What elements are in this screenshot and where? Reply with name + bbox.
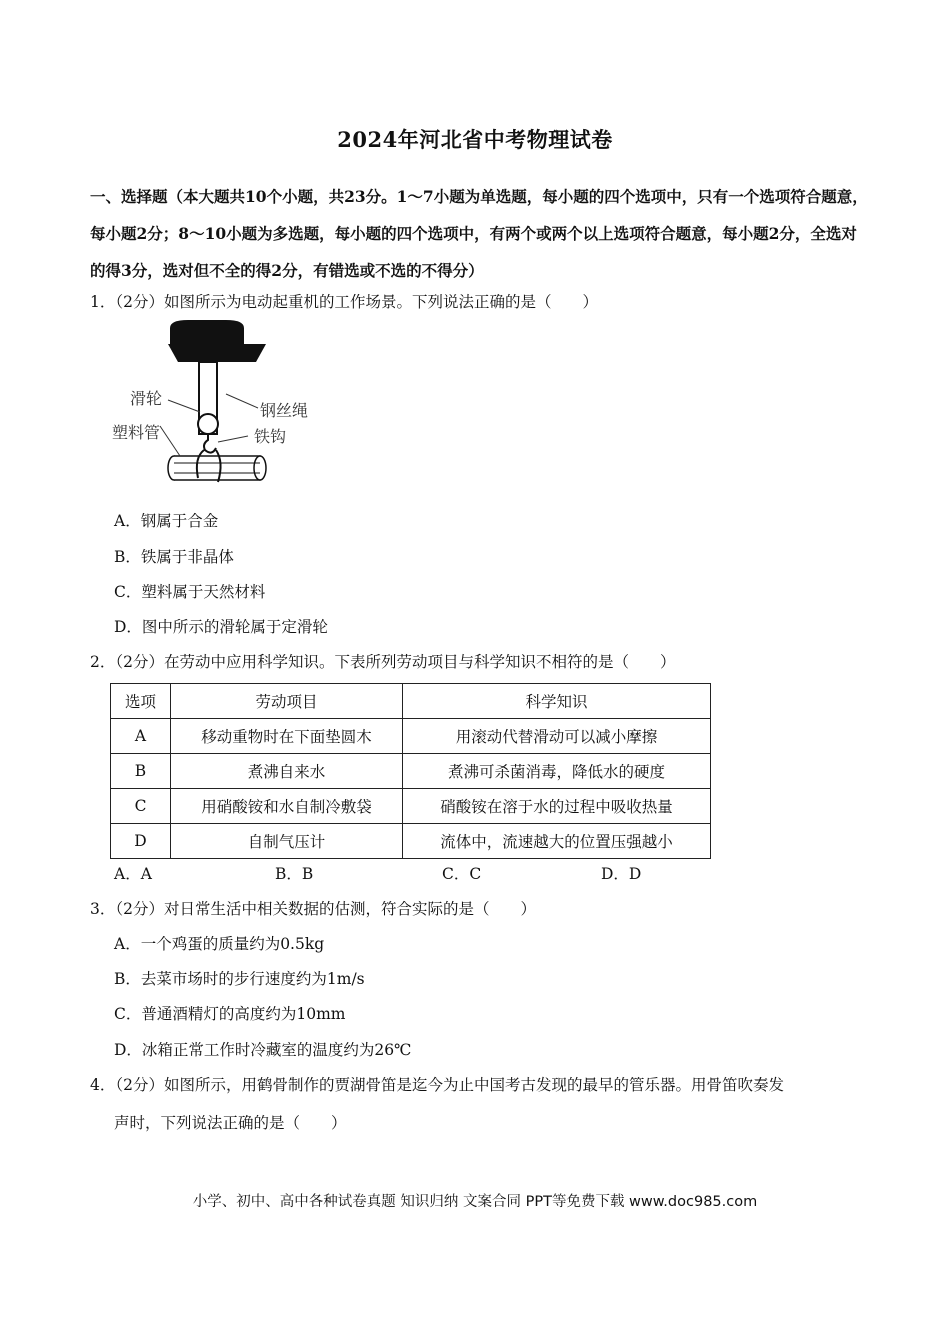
table-row [111, 754, 711, 789]
question-2-table [110, 683, 711, 859]
figure-label-pipe: 塑料管 [112, 423, 161, 442]
question-1-option-a: A．钢属于合金 [114, 512, 219, 530]
question-1-option-d: D．图中所示的滑轮属于定滑轮 [114, 618, 328, 636]
question-3-option-a: A．一个鸡蛋的质量约为0.5kg [114, 935, 325, 953]
question-2-option-d: D．D [601, 865, 642, 883]
table-cell: 流体中，流速越大的位置压强越小 [403, 824, 711, 859]
figure-label-rope: 钢丝绳 [260, 401, 309, 420]
question-2-option-a: A．A [114, 865, 152, 883]
table-cell: 自制气压计 [171, 824, 403, 859]
table-row [111, 789, 711, 824]
question-2-option-c: C．C [442, 865, 482, 883]
table-header-row [111, 684, 711, 719]
question-3-option-b: B．去菜市场时的步行速度约为1m/s [114, 970, 365, 988]
question-4-stem-line-2: 声时，下列说法正确的是（ ） [114, 1114, 347, 1132]
question-1-option-c: C．塑料属于天然材料 [114, 583, 266, 601]
question-3-stem: 3．（2分）对日常生活中相关数据的估测，符合实际的是（ ） [90, 900, 536, 918]
section-instructions: 一、选择题（本大题共10个小题，共23分。1～7小题为单选题，每小题的四个选项中，只有一个选项符合题意，每小题2分；8～10小题为多选题，每小题的四个选项中，有两个或两个以上选项符合题意，每小题2分，全选对的得3分，选对但不全的得2分，有错选或不选的不得分） [90, 187, 868, 280]
table-cell: C [111, 789, 171, 824]
figure-label-hook: 铁钩 [254, 427, 287, 446]
table-cell: 移动重物时在下面垫圆木 [171, 719, 403, 754]
table-cell: D [111, 824, 171, 859]
table-row [111, 719, 711, 754]
question-2-option-b: B．B [275, 865, 314, 883]
question-2-stem: 2．（2分）在劳动中应用科学知识。下表所列劳动项目与科学知识不相符的是（ ） [90, 653, 676, 671]
table-cell: 煮沸自来水 [171, 754, 403, 789]
question-1-option-b: B．铁属于非晶体 [114, 548, 234, 566]
question-1-stem: 1．（2分）如图所示为电动起重机的工作场景。下列说法正确的是（ ） [90, 293, 598, 311]
table-row [111, 824, 711, 859]
table-cell: 用滚动代替滑动可以减小摩擦 [403, 719, 711, 754]
table-cell: 煮沸可杀菌消毒，降低水的硬度 [403, 754, 711, 789]
page-title: 2024年河北省中考物理试卷 [337, 127, 613, 152]
page-footer: 小学、初中、高中各种试卷真题 知识归纳 文案合同 PPT等免费下载 www.doc985.com [192, 1194, 758, 1210]
table-cell: B [111, 754, 171, 789]
table-cell: 用硝酸铵和水自制冷敷袋 [171, 789, 403, 824]
table-cell: 硝酸铵在溶于水的过程中吸收热量 [403, 789, 711, 824]
table-header-cell: 选项 [111, 684, 171, 719]
table-header-cell: 劳动项目 [171, 684, 403, 719]
question-3-option-d: D．冰箱正常工作时冷藏室的温度约为26℃ [114, 1041, 412, 1059]
question-4-stem-line-1: 4．（2分）如图所示，用鹤骨制作的贾湖骨笛是迄今为止中国考古发现的最早的管乐器。用骨笛吹奏发 [90, 1076, 784, 1094]
question-3-option-c: C．普通酒精灯的高度约为10mm [114, 1005, 346, 1023]
table-cell: A [111, 719, 171, 754]
crane-figure [108, 318, 328, 498]
figure-label-pulley: 滑轮 [130, 389, 163, 408]
table-header-cell: 科学知识 [403, 684, 711, 719]
